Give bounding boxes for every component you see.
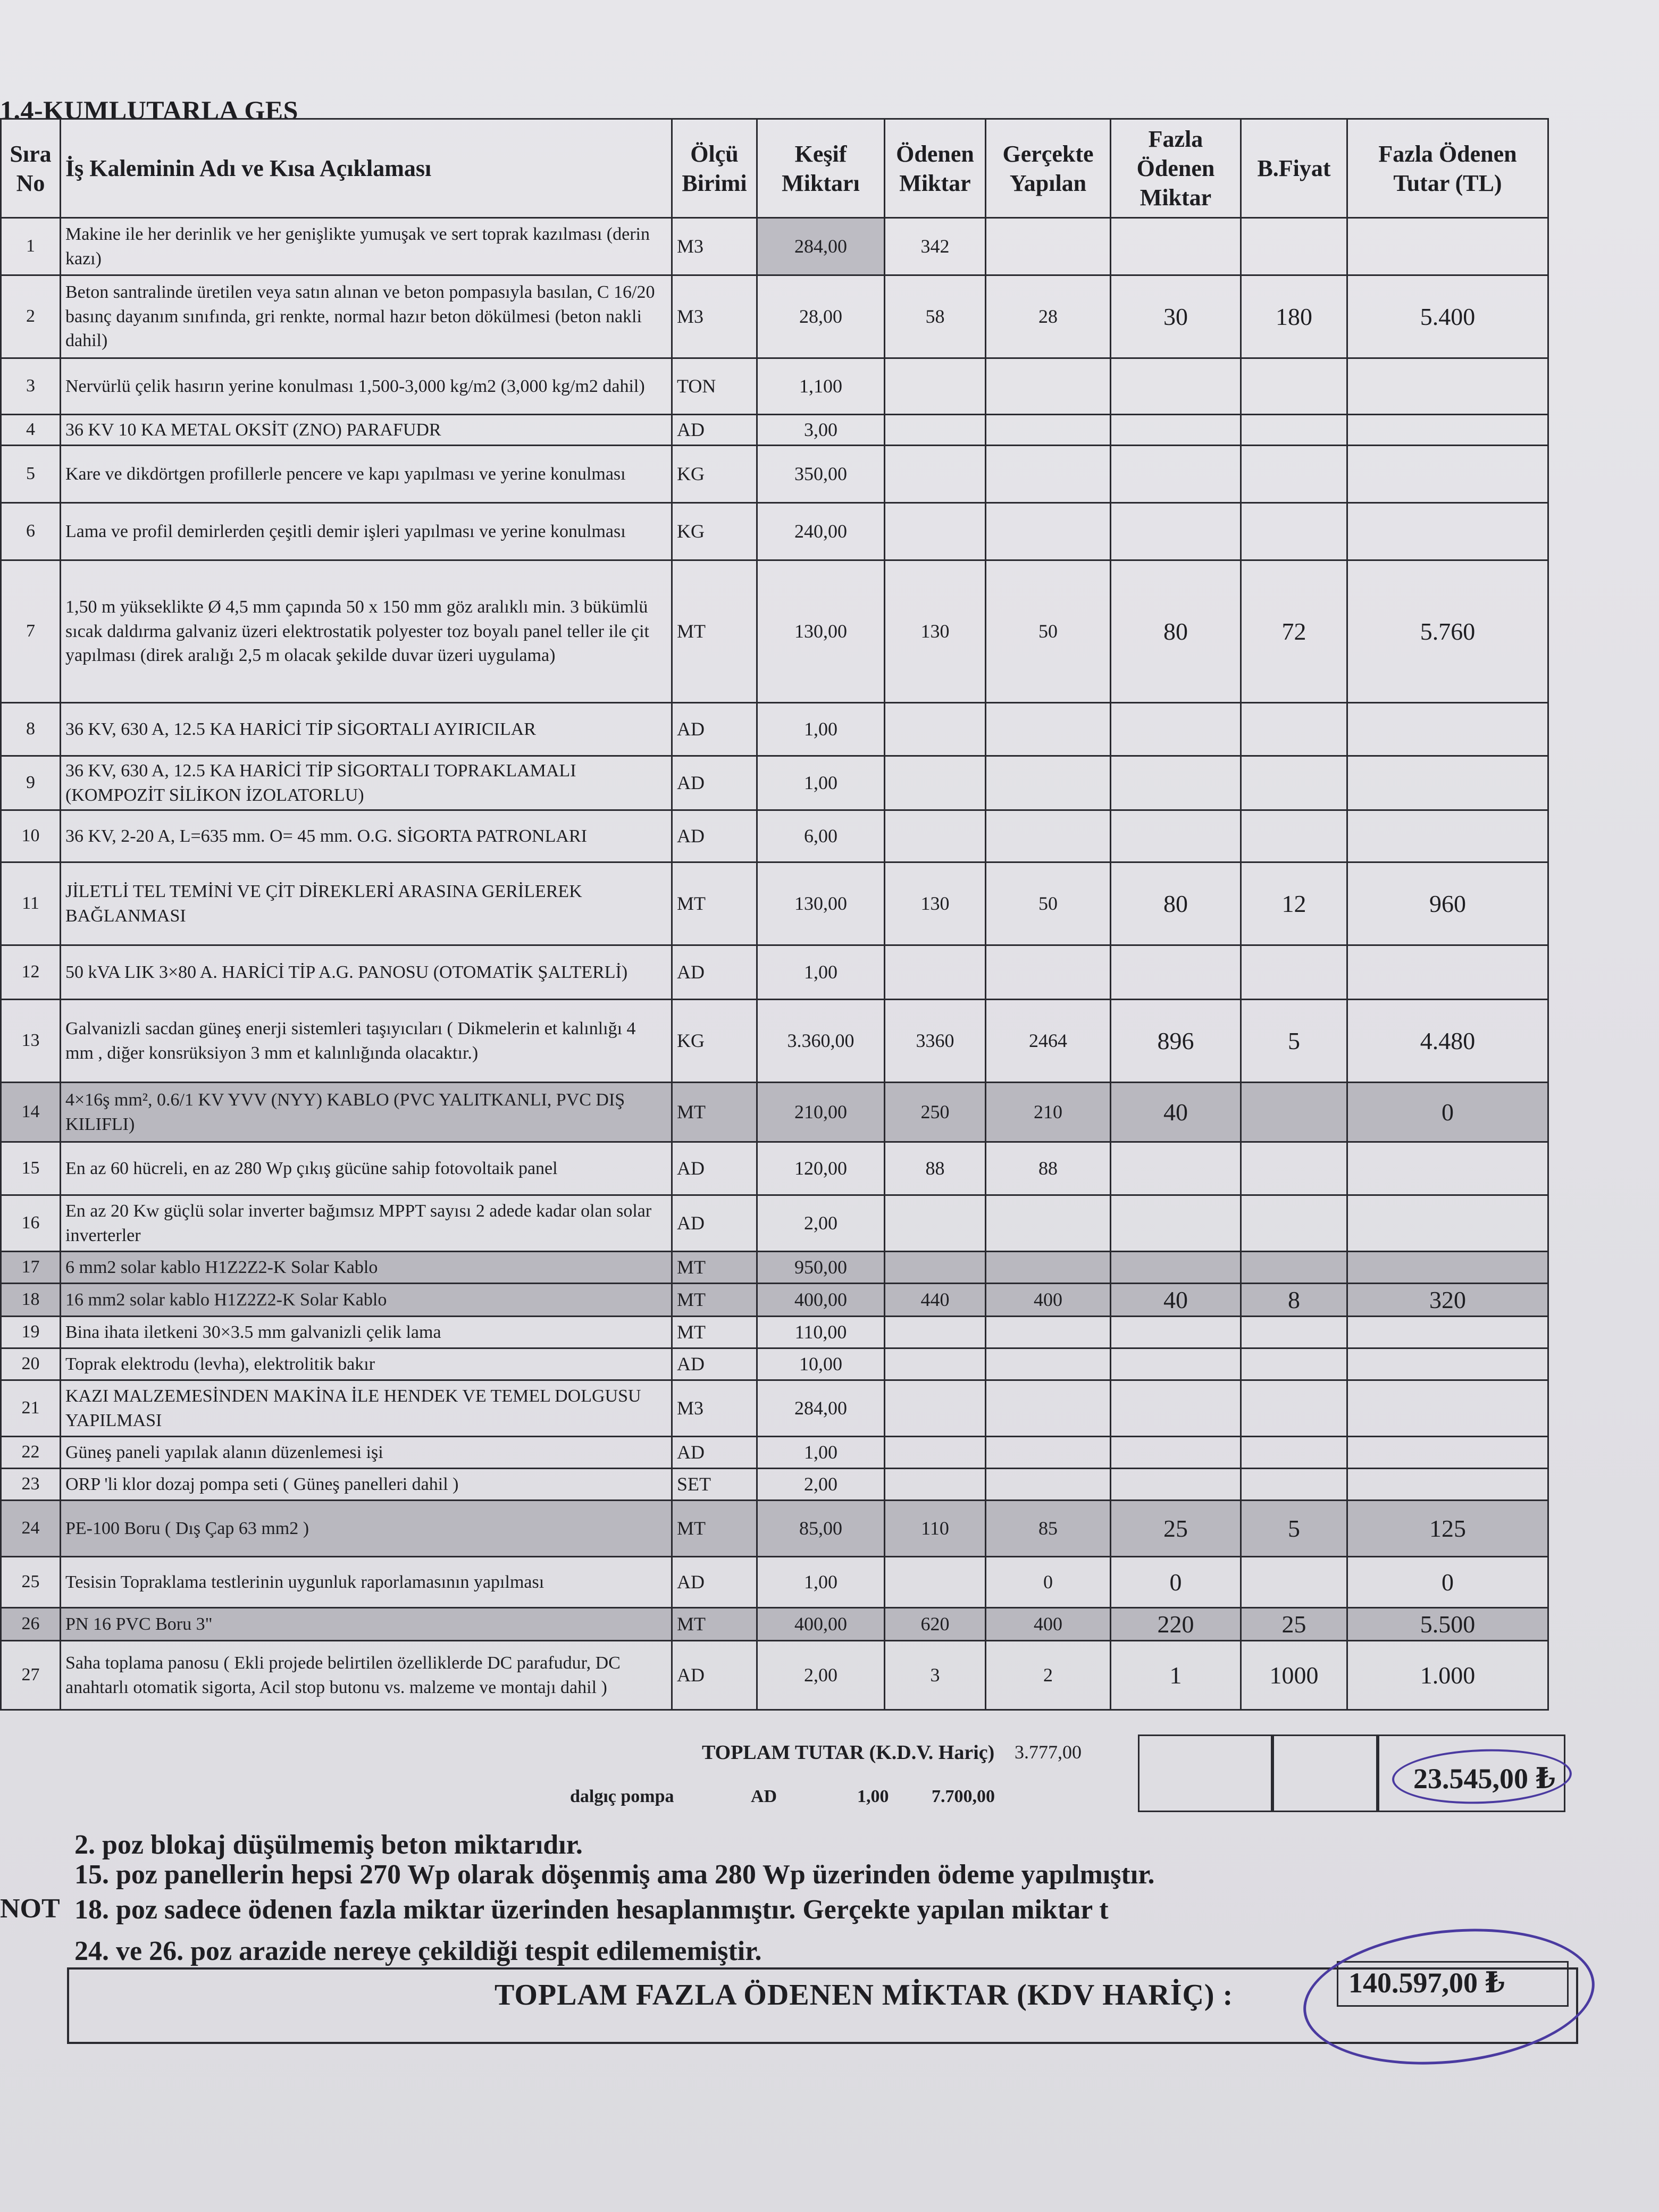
cell-gercekte bbox=[986, 1380, 1111, 1437]
cell-bfiyat: 180 bbox=[1241, 275, 1347, 358]
cell-desc: En az 20 Kw güçlü solar inverter bağımsız MPPT sayısı 2 adede kadar olan solar inverterler bbox=[61, 1195, 672, 1252]
cell-tutar: 125 bbox=[1347, 1501, 1548, 1557]
cell-unit: AD bbox=[672, 1348, 757, 1380]
note-line-3: 18. poz sadece ödenen fazla miktar üzerinden hesaplanmıştır. Gerçekte yapılan miktar t bbox=[74, 1895, 1109, 1925]
cell-tutar bbox=[1347, 1252, 1548, 1284]
cell-no: 7 bbox=[1, 560, 61, 703]
cell-odenen bbox=[885, 1195, 986, 1252]
cell-unit: MT bbox=[672, 560, 757, 703]
final-total-label: TOPLAM FAZLA ÖDENEN MİKTAR (KDV HARİÇ) : bbox=[495, 1979, 1234, 2012]
cell-kesif: 110,00 bbox=[757, 1317, 885, 1348]
cell-kesif: 210,00 bbox=[757, 1083, 885, 1142]
total-label: TOPLAM TUTAR (K.D.V. Hariç) bbox=[702, 1741, 995, 1764]
cell-fazla bbox=[1111, 945, 1241, 1000]
cell-fazla: 30 bbox=[1111, 275, 1241, 358]
cell-gercekte bbox=[986, 1437, 1111, 1469]
cell-odenen bbox=[885, 1557, 986, 1608]
cell-desc: 6 mm2 solar kablo H1Z2Z2-K Solar Kablo bbox=[61, 1252, 672, 1284]
cell-tutar bbox=[1347, 1195, 1548, 1252]
cell-unit: MT bbox=[672, 1501, 757, 1557]
cell-odenen bbox=[885, 703, 986, 756]
cell-odenen bbox=[885, 1469, 986, 1501]
cell-tutar bbox=[1347, 945, 1548, 1000]
cell-kesif: 2,00 bbox=[757, 1469, 885, 1501]
cell-unit: MT bbox=[672, 1608, 757, 1641]
cell-desc: 36 KV 10 KA METAL OKSİT (ZNO) PARAFUDR bbox=[61, 415, 672, 446]
cell-kesif: 1,00 bbox=[757, 1437, 885, 1469]
section-title: 1.4-KUMLUTARLA GES bbox=[0, 95, 298, 125]
cell-odenen: 110 bbox=[885, 1501, 986, 1557]
cell-desc: PN 16 PVC Boru 3" bbox=[61, 1608, 672, 1641]
cell-desc: 50 kVA LIK 3×80 A. HARİCİ TİP A.G. PANOSU (OTOMATİK ŞALTERLİ) bbox=[61, 945, 672, 1000]
cell-unit: M3 bbox=[672, 1380, 757, 1437]
header-unit: Ölçü Birimi bbox=[672, 119, 757, 218]
table-row bbox=[1, 1000, 1548, 1083]
table-row bbox=[1, 1437, 1548, 1469]
cell-gercekte bbox=[986, 358, 1111, 415]
table-row bbox=[1, 1195, 1548, 1252]
cell-unit: MT bbox=[672, 1284, 757, 1317]
pompa-name: dalgıç pompa bbox=[570, 1787, 674, 1806]
table-row bbox=[1, 1284, 1548, 1317]
grand-total-value: 23.545,00 ₺ bbox=[1413, 1763, 1556, 1795]
cost-table bbox=[0, 118, 1549, 1711]
cell-unit: MT bbox=[672, 1083, 757, 1142]
cell-no: 11 bbox=[1, 862, 61, 945]
cell-bfiyat: 72 bbox=[1241, 560, 1347, 703]
cell-kesif: 2,00 bbox=[757, 1195, 885, 1252]
cell-fazla bbox=[1111, 415, 1241, 446]
cell-odenen: 250 bbox=[885, 1083, 986, 1142]
not-label: NOT bbox=[0, 1893, 60, 1924]
cell-odenen bbox=[885, 446, 986, 503]
cell-unit: AD bbox=[672, 945, 757, 1000]
cell-no: 22 bbox=[1, 1437, 61, 1469]
cell-desc: Makine ile her derinlik ve her genişlikte yumuşak ve sert toprak kazılması (derin kazı) bbox=[61, 218, 672, 275]
cell-kesif: 3,00 bbox=[757, 415, 885, 446]
cell-bfiyat bbox=[1241, 1252, 1347, 1284]
cell-kesif: 400,00 bbox=[757, 1284, 885, 1317]
cell-bfiyat bbox=[1241, 446, 1347, 503]
cell-unit: M3 bbox=[672, 275, 757, 358]
cell-gercekte: 2 bbox=[986, 1641, 1111, 1710]
cell-no: 13 bbox=[1, 1000, 61, 1083]
cell-tutar: 0 bbox=[1347, 1083, 1548, 1142]
cell-desc: ORP 'li klor dozaj pompa seti ( Güneş panelleri dahil ) bbox=[61, 1469, 672, 1501]
cell-no: 19 bbox=[1, 1317, 61, 1348]
cell-desc: Toprak elektrodu (levha), elektrolitik bakır bbox=[61, 1348, 672, 1380]
pompa-qty: 1,00 bbox=[857, 1787, 889, 1806]
cell-gercekte bbox=[986, 446, 1111, 503]
cell-tutar: 1.000 bbox=[1347, 1641, 1548, 1710]
cell-kesif: 120,00 bbox=[757, 1142, 885, 1195]
pompa-unit: AD bbox=[751, 1787, 777, 1806]
cell-gercekte bbox=[986, 1252, 1111, 1284]
cell-no: 6 bbox=[1, 503, 61, 560]
cell-odenen bbox=[885, 415, 986, 446]
cell-kesif: 400,00 bbox=[757, 1608, 885, 1641]
cell-bfiyat bbox=[1241, 415, 1347, 446]
cell-fazla bbox=[1111, 1348, 1241, 1380]
table-row bbox=[1, 1083, 1548, 1142]
note-line-4: 24. ve 26. poz arazide nereye çekildiği tespit edilememiştir. bbox=[74, 1936, 762, 1966]
cell-unit: AD bbox=[672, 1195, 757, 1252]
cell-odenen: 88 bbox=[885, 1142, 986, 1195]
header-odenen: Ödenen Miktar bbox=[885, 119, 986, 218]
table-row bbox=[1, 703, 1548, 756]
cell-no: 5 bbox=[1, 446, 61, 503]
cell-no: 4 bbox=[1, 415, 61, 446]
cell-tutar: 5.760 bbox=[1347, 560, 1548, 703]
table-row bbox=[1, 1142, 1548, 1195]
header-sira: Sıra No bbox=[1, 119, 61, 218]
cell-kesif: 284,00 bbox=[757, 1380, 885, 1437]
cell-kesif: 130,00 bbox=[757, 862, 885, 945]
cell-bfiyat bbox=[1241, 756, 1347, 810]
cell-gercekte bbox=[986, 1469, 1111, 1501]
header-bfiyat: B.Fiyat bbox=[1241, 119, 1347, 218]
cell-fazla bbox=[1111, 703, 1241, 756]
cell-odenen: 440 bbox=[885, 1284, 986, 1317]
cell-fazla: 40 bbox=[1111, 1083, 1241, 1142]
table-row bbox=[1, 560, 1548, 703]
header-fazla-miktar: Fazla Ödenen Miktar bbox=[1111, 119, 1241, 218]
cell-bfiyat bbox=[1241, 1437, 1347, 1469]
cell-bfiyat bbox=[1241, 503, 1347, 560]
cell-gercekte bbox=[986, 415, 1111, 446]
cell-desc: 16 mm2 solar kablo H1Z2Z2-K Solar Kablo bbox=[61, 1284, 672, 1317]
cell-no: 24 bbox=[1, 1501, 61, 1557]
cell-unit: MT bbox=[672, 1252, 757, 1284]
cell-unit: AD bbox=[672, 703, 757, 756]
note-line-2: 15. poz panellerin hepsi 270 Wp olarak döşenmiş ama 280 Wp üzerinden ödeme yapılmıştır. bbox=[74, 1859, 1155, 1890]
cell-unit: MT bbox=[672, 862, 757, 945]
cell-kesif: 1,00 bbox=[757, 703, 885, 756]
cell-desc: 4×16ş mm², 0.6/1 KV YVV (NYY) KABLO (PVC YALITKANLI, PVC DIŞ KILIFLI) bbox=[61, 1083, 672, 1142]
header-gercekte: Gerçekte Yapılan bbox=[986, 119, 1111, 218]
cell-gercekte bbox=[986, 703, 1111, 756]
cell-kesif: 1,100 bbox=[757, 358, 885, 415]
cell-odenen: 130 bbox=[885, 560, 986, 703]
cell-fazla: 40 bbox=[1111, 1284, 1241, 1317]
cell-odenen: 342 bbox=[885, 218, 986, 275]
total-value: 3.777,00 bbox=[1015, 1741, 1082, 1763]
cell-bfiyat bbox=[1241, 810, 1347, 862]
cell-gercekte: 88 bbox=[986, 1142, 1111, 1195]
cell-kesif: 1,00 bbox=[757, 945, 885, 1000]
cell-tutar: 4.480 bbox=[1347, 1000, 1548, 1083]
cell-odenen: 3 bbox=[885, 1641, 986, 1710]
cell-fazla bbox=[1111, 218, 1241, 275]
cell-bfiyat: 1000 bbox=[1241, 1641, 1347, 1710]
header-fazla-tutar: Fazla Ödenen Tutar (TL) bbox=[1347, 119, 1548, 218]
table-row bbox=[1, 1380, 1548, 1437]
table-row bbox=[1, 756, 1548, 810]
cell-unit: AD bbox=[672, 756, 757, 810]
cell-gercekte: 50 bbox=[986, 862, 1111, 945]
cell-odenen bbox=[885, 1317, 986, 1348]
cell-odenen bbox=[885, 1348, 986, 1380]
cell-odenen bbox=[885, 1380, 986, 1437]
cell-fazla: 80 bbox=[1111, 862, 1241, 945]
cell-bfiyat: 5 bbox=[1241, 1501, 1347, 1557]
cell-gercekte: 85 bbox=[986, 1501, 1111, 1557]
cell-tutar: 5.500 bbox=[1347, 1608, 1548, 1641]
cell-no: 25 bbox=[1, 1557, 61, 1608]
cell-fazla bbox=[1111, 1142, 1241, 1195]
cell-bfiyat: 5 bbox=[1241, 1000, 1347, 1083]
cell-unit: AD bbox=[672, 415, 757, 446]
header-kesif: Keşif Miktarı bbox=[757, 119, 885, 218]
cell-odenen: 3360 bbox=[885, 1000, 986, 1083]
cell-bfiyat bbox=[1241, 945, 1347, 1000]
table-row bbox=[1, 275, 1548, 358]
cell-gercekte bbox=[986, 1348, 1111, 1380]
cell-gercekte bbox=[986, 218, 1111, 275]
cell-tutar: 0 bbox=[1347, 1557, 1548, 1608]
cell-fazla bbox=[1111, 358, 1241, 415]
cell-bfiyat bbox=[1241, 218, 1347, 275]
cell-fazla: 25 bbox=[1111, 1501, 1241, 1557]
cell-bfiyat bbox=[1241, 1469, 1347, 1501]
cell-fazla bbox=[1111, 1317, 1241, 1348]
cell-desc: Beton santralinde üretilen veya satın alınan ve beton pompasıyla basılan, C 16/20 basınç dayanım sınıfında, gri renkte, normal hazır beton dökülmesi (beton nakli dahil) bbox=[61, 275, 672, 358]
cell-bfiyat: 12 bbox=[1241, 862, 1347, 945]
pompa-price: 7.700,00 bbox=[932, 1787, 995, 1806]
cell-no: 3 bbox=[1, 358, 61, 415]
cell-gercekte: 2464 bbox=[986, 1000, 1111, 1083]
cell-desc: Galvanizli sacdan güneş enerji sistemleri taşıyıcıları ( Dikmelerin et kalınlığı 4 mm , diğer konsrüksiyon 3 mm et kalınlığında olacaktır.) bbox=[61, 1000, 672, 1083]
cell-desc: Saha toplama panosu ( Ekli projede belirtilen özelliklerde DC parafudur, DC anahtarlı otomatik sigorta, Acil stop butonu vs. malzeme ve montajı dahil ) bbox=[61, 1641, 672, 1710]
cell-odenen: 620 bbox=[885, 1608, 986, 1641]
header-description: İş Kaleminin Adı ve Kısa Açıklaması bbox=[61, 119, 672, 218]
cell-kesif: 6,00 bbox=[757, 810, 885, 862]
table-row bbox=[1, 862, 1548, 945]
cell-no: 14 bbox=[1, 1083, 61, 1142]
cell-desc: En az 60 hücreli, en az 280 Wp çıkış gücüne sahip fotovoltaik panel bbox=[61, 1142, 672, 1195]
cell-tutar: 5.400 bbox=[1347, 275, 1548, 358]
cell-unit: MT bbox=[672, 1317, 757, 1348]
cell-desc: Tesisin Topraklama testlerinin uygunluk raporlamasının yapılması bbox=[61, 1557, 672, 1608]
table-row bbox=[1, 1501, 1548, 1557]
table-row bbox=[1, 446, 1548, 503]
cell-bfiyat bbox=[1241, 1317, 1347, 1348]
cell-desc: 36 KV, 2-20 A, L=635 mm. O= 45 mm. O.G. SİGORTA PATRONLARI bbox=[61, 810, 672, 862]
cell-gercekte: 0 bbox=[986, 1557, 1111, 1608]
cell-no: 2 bbox=[1, 275, 61, 358]
cell-no: 26 bbox=[1, 1608, 61, 1641]
cell-fazla: 220 bbox=[1111, 1608, 1241, 1641]
cell-odenen: 130 bbox=[885, 862, 986, 945]
cell-desc: Bina ihata iletkeni 30×3.5 mm galvanizli çelik lama bbox=[61, 1317, 672, 1348]
cell-unit: SET bbox=[672, 1469, 757, 1501]
cell-unit: KG bbox=[672, 1000, 757, 1083]
table-row bbox=[1, 945, 1548, 1000]
cell-odenen bbox=[885, 1252, 986, 1284]
cell-odenen bbox=[885, 945, 986, 1000]
cell-tutar bbox=[1347, 446, 1548, 503]
cell-unit: KG bbox=[672, 503, 757, 560]
cell-fazla bbox=[1111, 810, 1241, 862]
cell-gercekte: 50 bbox=[986, 560, 1111, 703]
table-row bbox=[1, 1469, 1548, 1501]
cell-odenen bbox=[885, 1437, 986, 1469]
table-row bbox=[1, 1252, 1548, 1284]
table-row bbox=[1, 1641, 1548, 1710]
cell-bfiyat bbox=[1241, 1380, 1347, 1437]
cell-bfiyat: 25 bbox=[1241, 1608, 1347, 1641]
cell-fazla bbox=[1111, 503, 1241, 560]
cell-no: 21 bbox=[1, 1380, 61, 1437]
cell-desc: 36 KV, 630 A, 12.5 KA HARİCİ TİP SİGORTALI TOPRAKLAMALI (KOMPOZİT SİLİKON İZOLATORLU) bbox=[61, 756, 672, 810]
table-body bbox=[1, 218, 1548, 1710]
cell-kesif: 350,00 bbox=[757, 446, 885, 503]
cell-fazla bbox=[1111, 1469, 1241, 1501]
cell-odenen bbox=[885, 358, 986, 415]
table-row bbox=[1, 810, 1548, 862]
cell-kesif: 2,00 bbox=[757, 1641, 885, 1710]
cell-kesif: 130,00 bbox=[757, 560, 885, 703]
cell-desc: Lama ve profil demirlerden çeşitli demir işleri yapılması ve yerine konulması bbox=[61, 503, 672, 560]
cell-kesif: 1,00 bbox=[757, 1557, 885, 1608]
cell-desc: JİLETLİ TEL TEMİNİ VE ÇİT DİREKLERİ ARASINA GERİLEREK BAĞLANMASI bbox=[61, 862, 672, 945]
note-line-1: 2. poz blokaj düşülmemiş beton miktarıdır. bbox=[74, 1830, 583, 1860]
cell-desc: PE-100 Boru ( Dış Çap 63 mm2 ) bbox=[61, 1501, 672, 1557]
cell-gercekte bbox=[986, 945, 1111, 1000]
cell-tutar bbox=[1347, 810, 1548, 862]
table-row bbox=[1, 503, 1548, 560]
cell-kesif: 85,00 bbox=[757, 1501, 885, 1557]
table-row bbox=[1, 358, 1548, 415]
cell-fazla bbox=[1111, 1437, 1241, 1469]
cell-unit: AD bbox=[672, 1142, 757, 1195]
cell-gercekte bbox=[986, 810, 1111, 862]
cell-fazla bbox=[1111, 1252, 1241, 1284]
cell-tutar bbox=[1347, 415, 1548, 446]
cell-tutar bbox=[1347, 703, 1548, 756]
cell-tutar: 960 bbox=[1347, 862, 1548, 945]
cell-gercekte bbox=[986, 756, 1111, 810]
cell-tutar bbox=[1347, 1142, 1548, 1195]
cell-no: 17 bbox=[1, 1252, 61, 1284]
table-row bbox=[1, 1348, 1548, 1380]
cell-no: 9 bbox=[1, 756, 61, 810]
cell-fazla: 0 bbox=[1111, 1557, 1241, 1608]
cell-no: 12 bbox=[1, 945, 61, 1000]
cell-tutar bbox=[1347, 1348, 1548, 1380]
cell-gercekte bbox=[986, 503, 1111, 560]
cell-bfiyat bbox=[1241, 703, 1347, 756]
cell-no: 15 bbox=[1, 1142, 61, 1195]
cell-odenen: 58 bbox=[885, 275, 986, 358]
cell-tutar bbox=[1347, 503, 1548, 560]
cell-desc: 1,50 m yükseklikte Ø 4,5 mm çapında 50 x 150 mm göz aralıklı min. 3 bükümlü sıcak daldırma galvaniz üzeri elektrostatik polyester toz boyalı panel teller ile çit yapılması (direk aralığı 2,5 m olacak şekilde duvar üzeri uygulama) bbox=[61, 560, 672, 703]
cell-fazla bbox=[1111, 1380, 1241, 1437]
cell-desc: Nervürlü çelik hasırın yerine konulması 1,500-3,000 kg/m2 (3,000 kg/m2 dahil) bbox=[61, 358, 672, 415]
cell-odenen bbox=[885, 503, 986, 560]
cell-kesif: 1,00 bbox=[757, 756, 885, 810]
cell-tutar bbox=[1347, 756, 1548, 810]
cell-fazla bbox=[1111, 756, 1241, 810]
cell-unit: AD bbox=[672, 810, 757, 862]
cell-gercekte: 400 bbox=[986, 1608, 1111, 1641]
cell-no: 23 bbox=[1, 1469, 61, 1501]
table-row bbox=[1, 1317, 1548, 1348]
cell-no: 16 bbox=[1, 1195, 61, 1252]
cell-gercekte: 28 bbox=[986, 275, 1111, 358]
final-total-value: 140.597,00 ₺ bbox=[1348, 1967, 1505, 1999]
cell-unit: AD bbox=[672, 1641, 757, 1710]
cell-gercekte: 400 bbox=[986, 1284, 1111, 1317]
cell-fazla: 896 bbox=[1111, 1000, 1241, 1083]
cell-fazla: 80 bbox=[1111, 560, 1241, 703]
cell-kesif: 240,00 bbox=[757, 503, 885, 560]
cell-desc: Kare ve dikdörtgen profillerle pencere ve kapı yapılması ve yerine konulması bbox=[61, 446, 672, 503]
table-row bbox=[1, 415, 1548, 446]
cell-bfiyat: 8 bbox=[1241, 1284, 1347, 1317]
cell-kesif: 950,00 bbox=[757, 1252, 885, 1284]
table-row bbox=[1, 1557, 1548, 1608]
cell-unit: AD bbox=[672, 1437, 757, 1469]
cell-bfiyat bbox=[1241, 1348, 1347, 1380]
cell-tutar bbox=[1347, 1469, 1548, 1501]
cell-bfiyat bbox=[1241, 1195, 1347, 1252]
cell-no: 20 bbox=[1, 1348, 61, 1380]
table-row bbox=[1, 218, 1548, 275]
cell-kesif: 284,00 bbox=[757, 218, 885, 275]
cell-odenen bbox=[885, 756, 986, 810]
cell-tutar bbox=[1347, 1380, 1548, 1437]
total-box-2 bbox=[1271, 1735, 1379, 1812]
cell-fazla bbox=[1111, 446, 1241, 503]
cell-gercekte bbox=[986, 1195, 1111, 1252]
cell-tutar bbox=[1347, 218, 1548, 275]
cell-no: 27 bbox=[1, 1641, 61, 1710]
cell-no: 18 bbox=[1, 1284, 61, 1317]
cell-tutar bbox=[1347, 1317, 1548, 1348]
cell-kesif: 3.360,00 bbox=[757, 1000, 885, 1083]
cell-kesif: 10,00 bbox=[757, 1348, 885, 1380]
cell-desc: Güneş paneli yapılak alanın düzenlemesi işi bbox=[61, 1437, 672, 1469]
cell-odenen bbox=[885, 810, 986, 862]
cell-unit: AD bbox=[672, 1557, 757, 1608]
cell-fazla bbox=[1111, 1195, 1241, 1252]
cell-tutar: 320 bbox=[1347, 1284, 1548, 1317]
cell-unit: TON bbox=[672, 358, 757, 415]
cell-no: 10 bbox=[1, 810, 61, 862]
cell-bfiyat bbox=[1241, 1142, 1347, 1195]
cell-kesif: 28,00 bbox=[757, 275, 885, 358]
cell-no: 8 bbox=[1, 703, 61, 756]
cell-unit: KG bbox=[672, 446, 757, 503]
cell-desc: 36 KV, 630 A, 12.5 KA HARİCİ TİP SİGORTALI AYIRICILAR bbox=[61, 703, 672, 756]
cell-gercekte: 210 bbox=[986, 1083, 1111, 1142]
cell-gercekte bbox=[986, 1317, 1111, 1348]
cell-desc: KAZI MALZEMESİNDEN MAKİNA İLE HENDEK VE TEMEL DOLGUSU YAPILMASI bbox=[61, 1380, 672, 1437]
total-box-1 bbox=[1138, 1735, 1274, 1812]
cell-bfiyat bbox=[1241, 358, 1347, 415]
cell-tutar bbox=[1347, 358, 1548, 415]
cell-bfiyat bbox=[1241, 1557, 1347, 1608]
cell-unit: M3 bbox=[672, 218, 757, 275]
table-row bbox=[1, 1608, 1548, 1641]
cell-bfiyat bbox=[1241, 1083, 1347, 1142]
cell-no: 1 bbox=[1, 218, 61, 275]
cell-fazla: 1 bbox=[1111, 1641, 1241, 1710]
cell-tutar bbox=[1347, 1437, 1548, 1469]
